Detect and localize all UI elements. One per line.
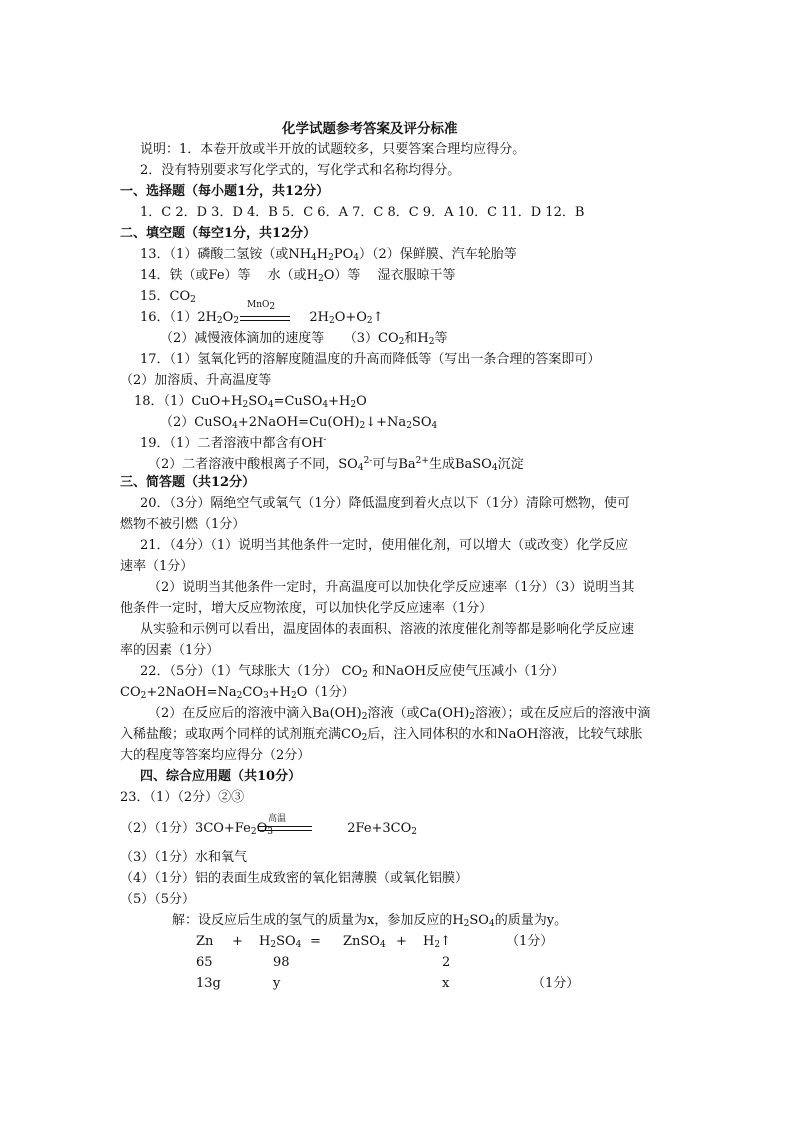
page-title: 化学试题参考答案及评分标准	[282, 121, 458, 137]
answer-22-3: （2）在反应后的溶液中滴入$Ba(OH)_2$溶液（或$Ca(OH)_2$溶液）；或在反应后的溶液中滴	[148, 706, 651, 722]
answer-23-3: （3）（1分）水和氧气	[120, 850, 248, 865]
reaction-arrow	[240, 316, 290, 321]
answer-17-1: 17．（1）氢氧化钙的溶解度随温度的升高而降低等（写出一条合理的答案即可）	[140, 352, 601, 367]
answer-23-1: 23．（1）（2分）②③	[120, 790, 245, 805]
answer-21-3: （2）说明当其他条件一定时，升高温度可以加快化学反应速率（1分）（3）说明当其	[148, 580, 635, 595]
answer-22-2: $CO_2+2NaOH=Na_2CO_3+H_2O(1$分）	[120, 685, 355, 701]
answer-19-2: （2）二者溶液中酸根离子不同，$SO_4^{2-}$可与$Ba^{2+}$生成BaSO$_4$沉淀	[148, 456, 524, 473]
condition-label: 高温	[268, 814, 287, 824]
answer-20-1: 20．（3分）隔绝空气或氧气（1分）降低温度到着火点以下（1分）清除可燃物，使可	[140, 496, 630, 511]
answer-19-1: 19．（1）二者溶液中都含有OH-	[140, 435, 327, 451]
answer-18-1: 18．$(1)CuO+H_2SO_4=CuSO_4+H_2O$	[134, 394, 367, 410]
eq-mass-h2so4: 98	[273, 955, 290, 970]
answer-23-5: （5）（5分）	[120, 892, 196, 907]
answer-22-1: 22．（5分）（1）气球胀大（1分） $CO_2$ 和NaOH反应使气压减小（1分）	[140, 664, 565, 680]
section-4-heading: 四、综合应用题（共10分）	[140, 769, 302, 784]
eq-mass-zn: 65	[196, 955, 213, 970]
eq-znso4: ZnSO$_4$	[343, 934, 386, 950]
catalyst-label: MnO$_2$	[247, 300, 276, 312]
section-1-heading: 一、选择题（每小题1分，共12分）	[120, 184, 330, 199]
eq-plus-1: +	[232, 934, 243, 949]
answer-21-1: 21．（4分）（1）说明当其他条件一定时，使用催化剂，可以增大（或改变）化学反应	[140, 538, 629, 553]
answer-18-2: $(2)CuSO_4+2NaOH=Cu(OH)_2↓+Na_2SO_4$	[160, 415, 438, 431]
eq-plus-2: +	[396, 934, 407, 949]
eq-value-x: x	[442, 976, 450, 991]
answer-21-6: 率的因素（1分）	[120, 643, 220, 658]
answer-21-2: 速率（1分）	[120, 559, 194, 574]
eq-value-y: y	[273, 976, 281, 991]
note-2: 2．没有特别要求写化学式的，写化学式和名称均得分。	[140, 163, 461, 178]
section-3-heading: 三、简答题（共12分）	[120, 475, 256, 490]
eq-equals: =	[310, 934, 321, 949]
answer-16-2: （2）减慢液体滴加的速度等 $(3)CO_2$和$H_2$等	[160, 331, 448, 347]
eq-points-1: （1分）	[506, 934, 554, 949]
answer-14: 14．铁（或Fe）等 水（或$H_2O$）等 湿衣服晾干等	[140, 268, 456, 284]
eq-points-2: （1分）	[532, 976, 580, 991]
eq-mass-h2: 2	[442, 955, 451, 970]
note-1: 说明：1．本卷开放或半开放的试题较多，只要答案合理均应得分。	[140, 142, 526, 157]
reaction-arrow	[258, 826, 312, 831]
answer-17-2: （2）加溶质、升高温度等	[120, 373, 272, 388]
section-1-answers: 1．C 2．D 3．D 4．B 5．C 6．A 7．C 8．C 9．A 10．C 11．D 12．B	[140, 205, 585, 220]
answer-22-4: 入稀盐酸；或取两个同样的试剂瓶充满$CO_2$后，注入同体积的水和NaOH溶液，比较气球胀	[120, 727, 643, 743]
solution-intro: 解：设反应后生成的氢气的质量为x，参加反应的$H_2SO_4$的质量为y。	[172, 913, 568, 929]
eq-value-zn: 13g	[196, 976, 221, 991]
answer-21-4: 他条件一定时，增大反应物浓度，可以加快化学反应速率（1分）	[120, 601, 493, 616]
answer-16-1: 16．$(1)2H_2O_2$ $2H_2O+O_2↑$	[140, 310, 384, 326]
eq-h2: $H_2↑$	[423, 934, 451, 950]
section-2-heading: 二、填空题（每空1分，共12分）	[120, 226, 317, 241]
answer-22-5: 大的程度等答案均应得分（2分）	[120, 748, 311, 763]
answer-23-2: （2）（1分）$3CO+Fe_2O_3$ $2Fe+3CO_2$	[120, 821, 418, 837]
eq-h2so4: $H_2SO_4$	[259, 934, 302, 950]
answer-13: 13．（1）磷酸二氢铵（或$NH_4H_2PO_4)(2)$保鲜膜、汽车轮胎等	[140, 247, 517, 263]
answer-21-5: 从实验和示例可以看出，温度固体的表面积、溶液的浓度催化剂等都是影响化学反应速	[140, 622, 635, 637]
answer-23-4: （4）（1分）铝的表面生成致密的氧化铝薄膜（或氧化铝膜）	[120, 871, 469, 886]
answer-15: 15．$CO_2$	[140, 289, 196, 305]
eq-zn: Zn	[196, 934, 214, 949]
answer-20-2: 燃物不被引燃（1分）	[120, 517, 246, 532]
